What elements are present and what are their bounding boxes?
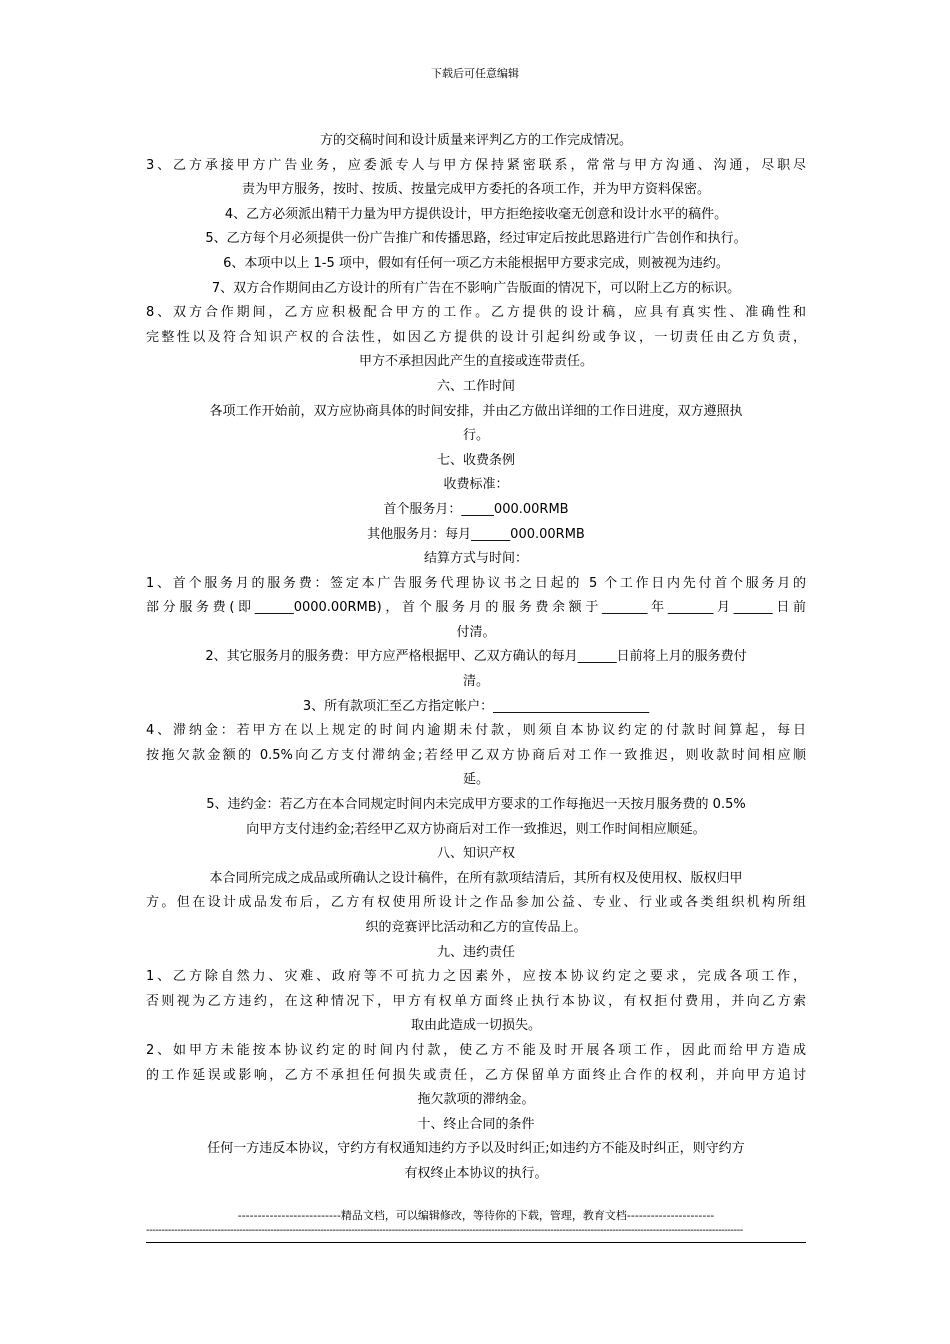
page-footer: --------------------------精品文档，可以编辑修改，等待你的下载，管理，教育文档---------------------- (237, 1209, 715, 1222)
text-line: 方。但在设计成品发布后，乙方有权使用所设计之作品参加公益、专业、行业或各类组织机构所组 (146, 895, 806, 911)
text-line: 本合同所完成之成品或所确认之设计稿件，在所有款项结清后，其所有权及使用权、版权归甲 (209, 870, 743, 886)
text-line: 清。 (462, 674, 489, 690)
text-line: 5、违约金：若乙方在本合同规定时间内未完成甲方要求的工作每拖迟一天按月服务费的 0.5% (206, 797, 746, 813)
text-line: 织的竞赛评比活动和乙方的宣传品上。 (365, 920, 587, 935)
text-line: 3、所有款项汇至乙方指定帐户：________________________ (302, 698, 650, 714)
text-line: 4、乙方必须派出精干力量为甲方提供设计，甲方拒绝接收毫无创意和设计水平的稿件。 (224, 206, 728, 222)
text-line: 5、乙方每个月必须提供一份广告推广和传播思路，经过审定后按此思路进行广告创作和执行。 (205, 231, 747, 247)
text-line: 6、本项中以上 1-5 项中，假如有任何一项乙方未能根据甲方要求完成，则被视为违约。 (223, 255, 729, 271)
text-line: 7、双方合作期间由乙方设计的所有广告在不影响广告版面的情况下，可以附上乙方的标识。 (211, 280, 741, 296)
text-line: 1、首个服务月的服务费：签定本广告服务代理协议书之日起的 5 个工作日内先付首个服务月的 (146, 575, 806, 591)
text-line: 取由此造成一切损失。 (410, 1018, 541, 1034)
page-header: 下载后可任意编辑 (431, 67, 519, 80)
text-line: 4、滞纳金：若甲方在以上规定的时间内逾期未付款，则须自本协议约定的付款时间算起，每日 (146, 723, 806, 739)
text-line: 有权终止本协议的执行。 (404, 1165, 548, 1181)
text-line: 任何一方违反本协议，守约方有权通知违约方予以及时纠正;如违约方不能及时纠正，则守约方 (207, 1141, 745, 1157)
text-line: 收费标准： (443, 477, 509, 493)
text-line: 甲方不承担因此产生的直接或连带责任。 (358, 354, 593, 370)
footer-dash-line: ------------------------------------------------------------------------------------------------------------------------------------------------------------------------------------------------ (146, 1226, 743, 1236)
document-body (146, 129, 806, 1187)
text-line: 各项工作开始前，双方应协商具体的时间安排，并由乙方做出详细的工作日进度，双方遵照执 (209, 403, 743, 419)
text-line: 结算方式与时间： (423, 551, 528, 567)
text-line: 1、乙方除自然力、灾难、政府等不可抗力之因素外，应按本协议约定之要求，完成各项工作， (146, 969, 806, 985)
text-line: 其他服务月：每月______000.00RMB (367, 526, 585, 542)
text-line: 完整性以及符合知识产权的合法性，如因乙方提供的设计引起纠纷或争议，一切责任由乙方负责， (146, 329, 806, 345)
text-line: 九、违约责任 (436, 944, 515, 960)
text-line: 的工作延误或影响，乙方不承担任何损失或责任，乙方保留单方面终止合作的权利，并向甲方追讨 (146, 1067, 806, 1083)
text-line: 按拖欠款金额的 0.5%向乙方支付滞纳金;若经甲乙双方协商后对工作一致推迟，则收款时间相应顺 (146, 747, 806, 763)
text-line: 部分服务费(即______0000.00RMB)，首个服务月的服务费余额于_______年_______月______日前 (146, 600, 806, 616)
text-line: 八、知识产权 (436, 846, 515, 862)
text-line: 七、收费条例 (436, 452, 515, 468)
text-line: 方的交稿时间和设计质量来评判乙方的工作完成情况。 (319, 133, 632, 148)
text-line: 首个服务月：_____000.00RMB (383, 501, 569, 517)
text-line: 2、其它服务月的服务费：甲方应严格根据甲、乙双方确认的每月______日前将上月的服务费付 (205, 649, 747, 665)
text-line: 向甲方支付违约金;若经甲乙双方协商后对工作一致推迟，则工作时间相应顺延。 (246, 821, 706, 837)
footer-rule (146, 1242, 806, 1243)
text-line: 2、如甲方未能按本协议约定的时间内付款，使乙方不能及时开展各项工作，因此而给甲方造成 (146, 1042, 806, 1058)
text-line: 3、乙方承接甲方广告业务，应委派专人与甲方保持紧密联系，常常与甲方沟通、沟通，尽职尽 (146, 157, 806, 173)
text-line: 延。 (462, 772, 489, 788)
text-line: 十、终止合同的条件 (417, 1116, 535, 1132)
text-line: 付清。 (456, 624, 496, 640)
text-line: 否则视为乙方违约，在这种情况下，甲方有权单方面终止执行本协议，有权拒付费用，并向乙方索 (146, 993, 806, 1009)
text-line: 拖欠款项的滞纳金。 (417, 1092, 535, 1108)
text-line: 六、工作时间 (436, 378, 515, 394)
text-line: 行。 (462, 428, 489, 444)
text-line: 8、双方合作期间，乙方应积极配合甲方的工作。乙方提供的设计稿，应具有真实性、准确性和 (146, 305, 806, 321)
text-line: 责为甲方服务，按时、按质、按量完成甲方委托的各项工作，并为甲方资料保密。 (241, 182, 710, 198)
